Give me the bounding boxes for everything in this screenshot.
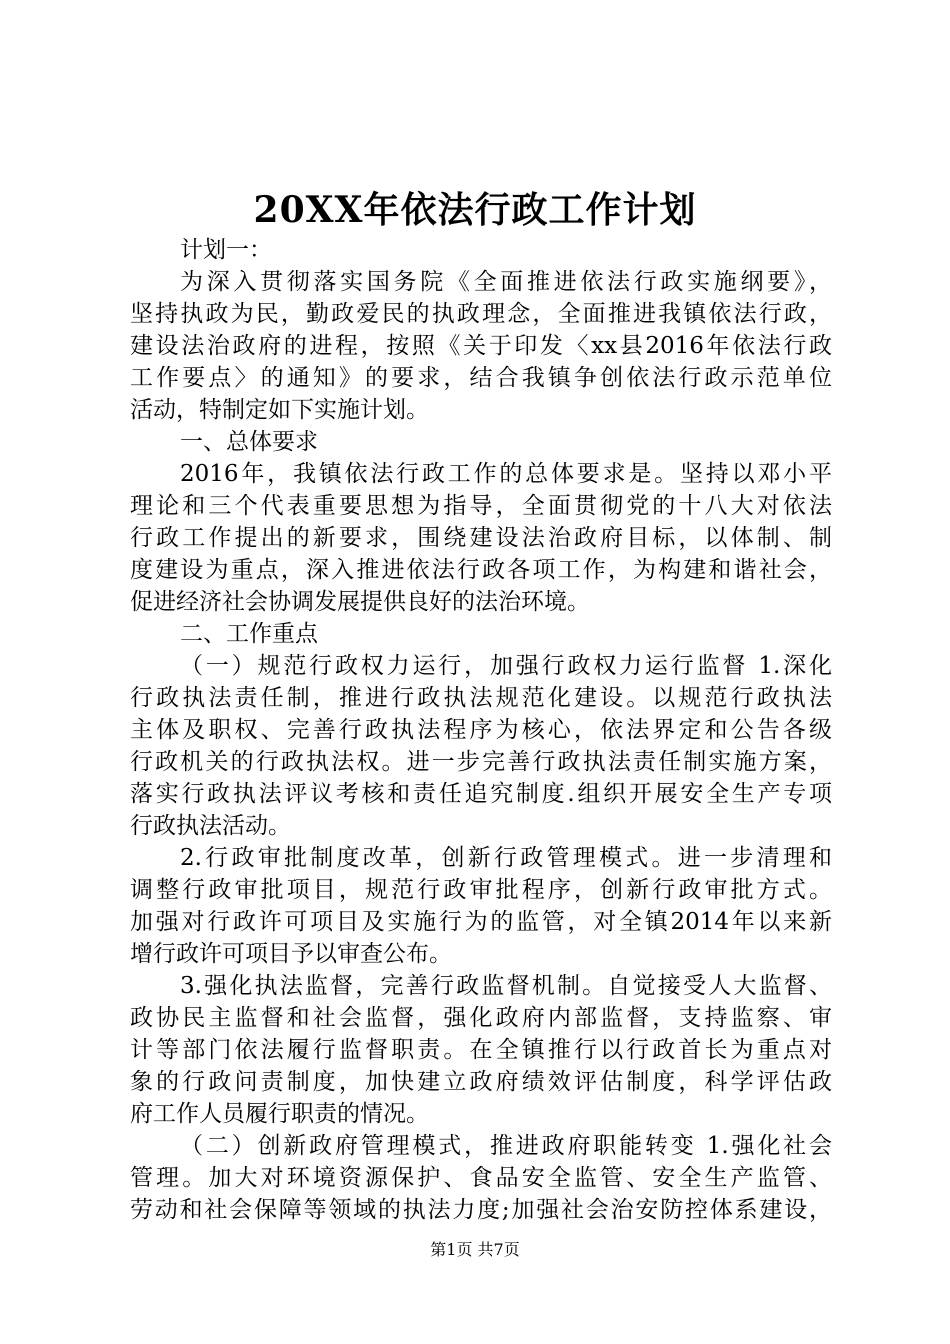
paragraph-line: 为深入贯彻落实国务院《全面推进依法行政实施纲要》， bbox=[180, 269, 832, 295]
paragraph-line: 工作要点〉的通知》的要求，结合我镇争创依法行政示范单位 bbox=[130, 365, 832, 391]
paragraph-line: 加强对行政许可项目及实施行为的监管，对全镇2014年以来新 bbox=[130, 909, 832, 935]
paragraph-line: 度建设为重点，深入推进依法行政各项工作，为构建和谐社会， bbox=[130, 557, 832, 583]
paragraph-line: 管理。加大对环境资源保护、食品安全监管、安全生产监管、 bbox=[130, 1165, 832, 1191]
paragraph-line: 调整行政审批项目，规范行政审批程序，创新行政审批方式。 bbox=[130, 877, 832, 903]
paragraph-line: 活动，特制定如下实施计划。 bbox=[130, 397, 429, 423]
plan-heading: 计划一： bbox=[180, 237, 272, 263]
paragraph-line: 府工作人员履行职责的情况。 bbox=[130, 1101, 429, 1127]
paragraph-line: 3.强化执法监督，完善行政监督机制。自觉接受人大监督、 bbox=[180, 973, 832, 999]
paragraph-line: 行政机关的行政执法权。进一步完善行政执法责任制实施方案， bbox=[130, 749, 832, 775]
paragraph-line: 增行政许可项目予以审查公布。 bbox=[130, 941, 452, 967]
paragraph-line: （二）创新政府管理模式，推进政府职能转变 1.强化社会 bbox=[180, 1133, 832, 1159]
paragraph-line: 主体及职权、完善行政执法程序为核心，依法界定和公告各级 bbox=[130, 717, 832, 743]
paragraph-line: 促进经济社会协调发展提供良好的法治环境。 bbox=[130, 589, 590, 615]
section-heading: 一、总体要求 bbox=[180, 429, 318, 455]
paragraph-line: 坚持执政为民，勤政爱民的执政理念，全面推进我镇依法行政， bbox=[130, 301, 832, 327]
paragraph-line: 象的行政问责制度，加快建立政府绩效评估制度，科学评估政 bbox=[130, 1069, 832, 1095]
page-footer: 第1页 共7页 bbox=[430, 1240, 520, 1259]
paragraph-line: （一）规范行政权力运行，加强行政权力运行监督 1.深化 bbox=[180, 653, 832, 679]
document-body bbox=[130, 234, 832, 1226]
paragraph-line: 落实行政执法评议考核和责任追究制度.组织开展安全生产专项 bbox=[130, 781, 832, 807]
paragraph-line: 理论和三个代表重要思想为指导，全面贯彻党的十八大对依法 bbox=[130, 493, 832, 519]
section-heading: 二、工作重点 bbox=[180, 621, 318, 647]
paragraph-line: 2016年，我镇依法行政工作的总体要求是。坚持以邓小平 bbox=[180, 461, 832, 487]
paragraph-line: 行政执法活动。 bbox=[130, 813, 291, 839]
paragraph-line: 计等部门依法履行监督职责。在全镇推行以行政首长为重点对 bbox=[130, 1037, 832, 1063]
paragraph-line: 政协民主监督和社会监督，强化政府内部监督，支持监察、审 bbox=[130, 1005, 832, 1031]
paragraph-line: 劳动和社会保障等领域的执法力度;加强社会治安防控体系建设， bbox=[130, 1197, 832, 1223]
paragraph-line: 行政工作提出的新要求，围绕建设法治政府目标，以体制、制 bbox=[130, 525, 832, 551]
paragraph-line: 2.行政审批制度改革，创新行政管理模式。进一步清理和 bbox=[180, 845, 832, 871]
paragraph-line: 行政执法责任制，推进行政执法规范化建设。以规范行政执法 bbox=[130, 685, 832, 711]
paragraph-line: 建设法治政府的进程，按照《关于印发〈xx县2016年依法行政 bbox=[130, 333, 832, 359]
document-title: 20XX年依法行政工作计划 bbox=[253, 189, 697, 231]
